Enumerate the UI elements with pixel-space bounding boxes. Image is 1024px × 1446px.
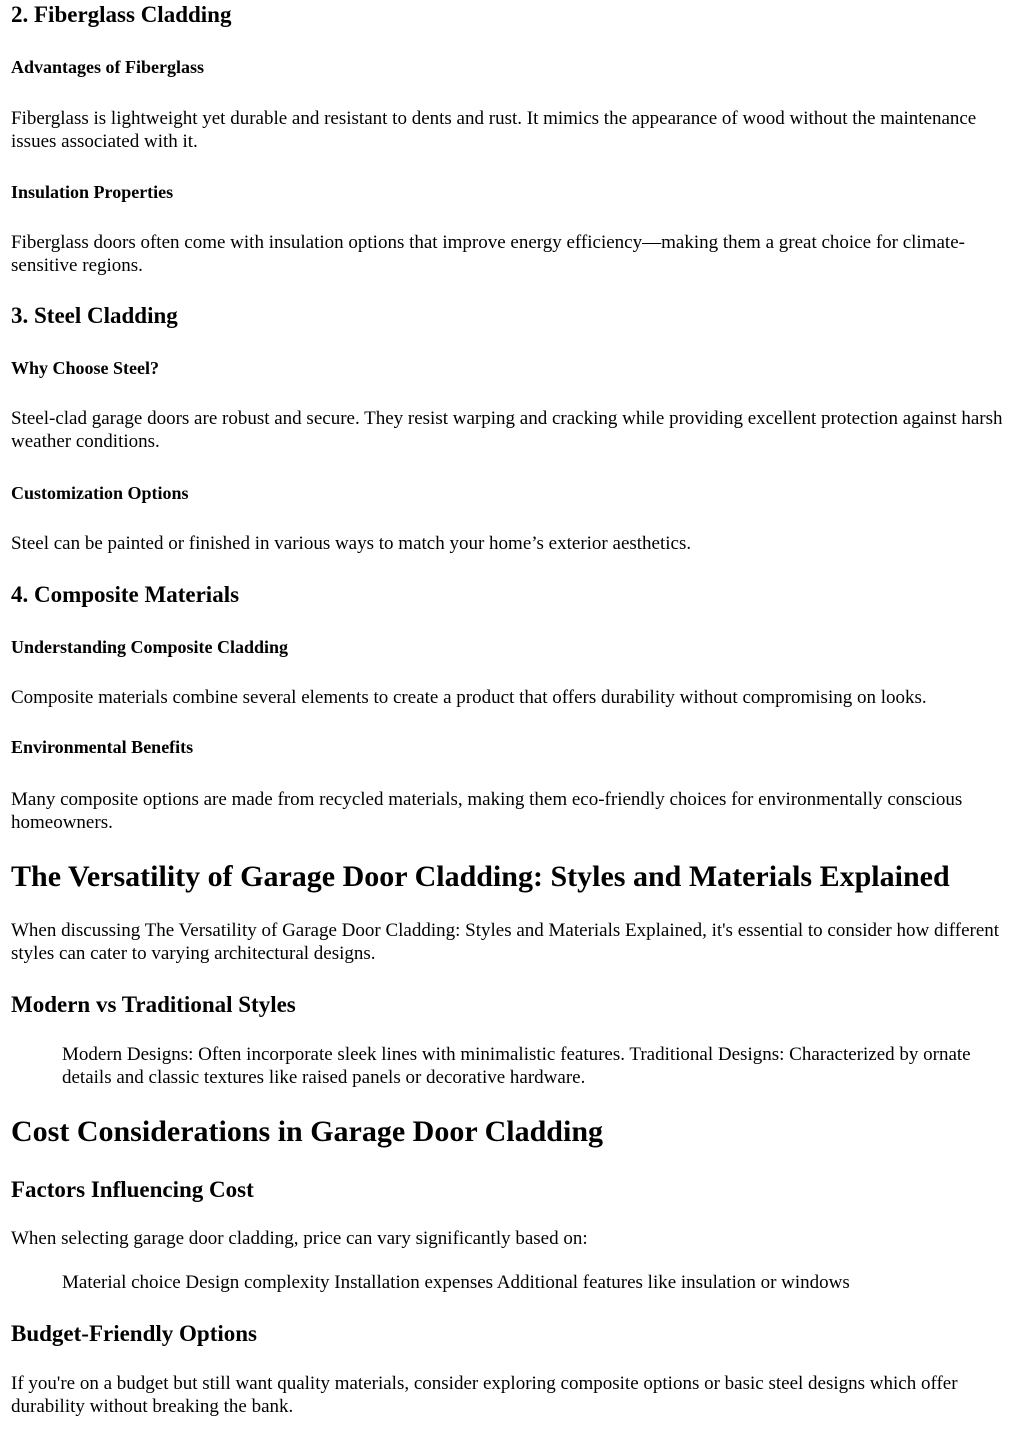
fiberglass-insulation-text: Fiberglass doors often come with insulation options that improve energy efficiency—making them a great choice for climate-sensitive regions. — [11, 232, 965, 276]
styles-list: Modern Designs: Often incorporate sleek lines with minimalistic features. Traditional Designs: Characterized by ornate details and classic textures like raised panels or decorative hardware. — [62, 1044, 971, 1088]
composite-env-heading: Environmental Benefits — [11, 737, 194, 757]
composite-understanding-text: Composite materials combine several elements to create a product that offers durability without compromising on looks. — [11, 687, 927, 708]
versatility-intro: When discussing The Versatility of Garage Door Cladding: Styles and Materials Explained, it's essential to consider how different styles can cater to varying architectural designs. — [11, 920, 1000, 964]
composite-env-text: Many composite options are made from recycled materials, making them eco-friendly choices for environmentally conscious homeowners. — [11, 789, 963, 833]
composite-understanding-heading: Understanding Composite Cladding — [11, 637, 289, 657]
steel-custom-text: Steel can be painted or finished in various ways to match your home’s exterior aesthetics. — [11, 533, 692, 554]
budget-heading: Budget-Friendly Options — [11, 1321, 258, 1346]
steel-custom-heading: Customization Options — [11, 483, 189, 503]
fiberglass-advantages-heading: Advantages of Fiberglass — [11, 57, 204, 77]
factors-list: Material choice Design complexity Installation expenses Additional features like insulation or windows — [62, 1272, 850, 1293]
styles-heading: Modern vs Traditional Styles — [11, 992, 296, 1017]
fiberglass-insulation-heading: Insulation Properties — [11, 182, 174, 202]
factors-intro: When selecting garage door cladding, price can vary significantly based on: — [11, 1228, 588, 1249]
fiberglass-heading: 2. Fiberglass Cladding — [11, 2, 232, 27]
fiberglass-advantages-text: Fiberglass is lightweight yet durable and resistant to dents and rust. It mimics the appearance of wood without the maintenance issues associated with it. — [11, 108, 977, 152]
versatility-heading: The Versatility of Garage Door Cladding: Styles and Materials Explained — [11, 860, 950, 893]
steel-why-text: Steel-clad garage doors are robust and secure. They resist warping and cracking while providing excellent protection against harsh weather conditions. — [11, 408, 1003, 452]
steel-heading: 3. Steel Cladding — [11, 303, 178, 328]
factors-heading: Factors Influencing Cost — [11, 1177, 254, 1202]
cost-heading: Cost Considerations in Garage Door Cladding — [11, 1115, 604, 1148]
budget-text: If you're on a budget but still want quality materials, consider exploring composite options or basic steel designs which offer durability without breaking the bank. — [11, 1373, 958, 1417]
composite-heading: 4. Composite Materials — [11, 582, 240, 607]
steel-why-heading: Why Choose Steel? — [11, 358, 159, 378]
